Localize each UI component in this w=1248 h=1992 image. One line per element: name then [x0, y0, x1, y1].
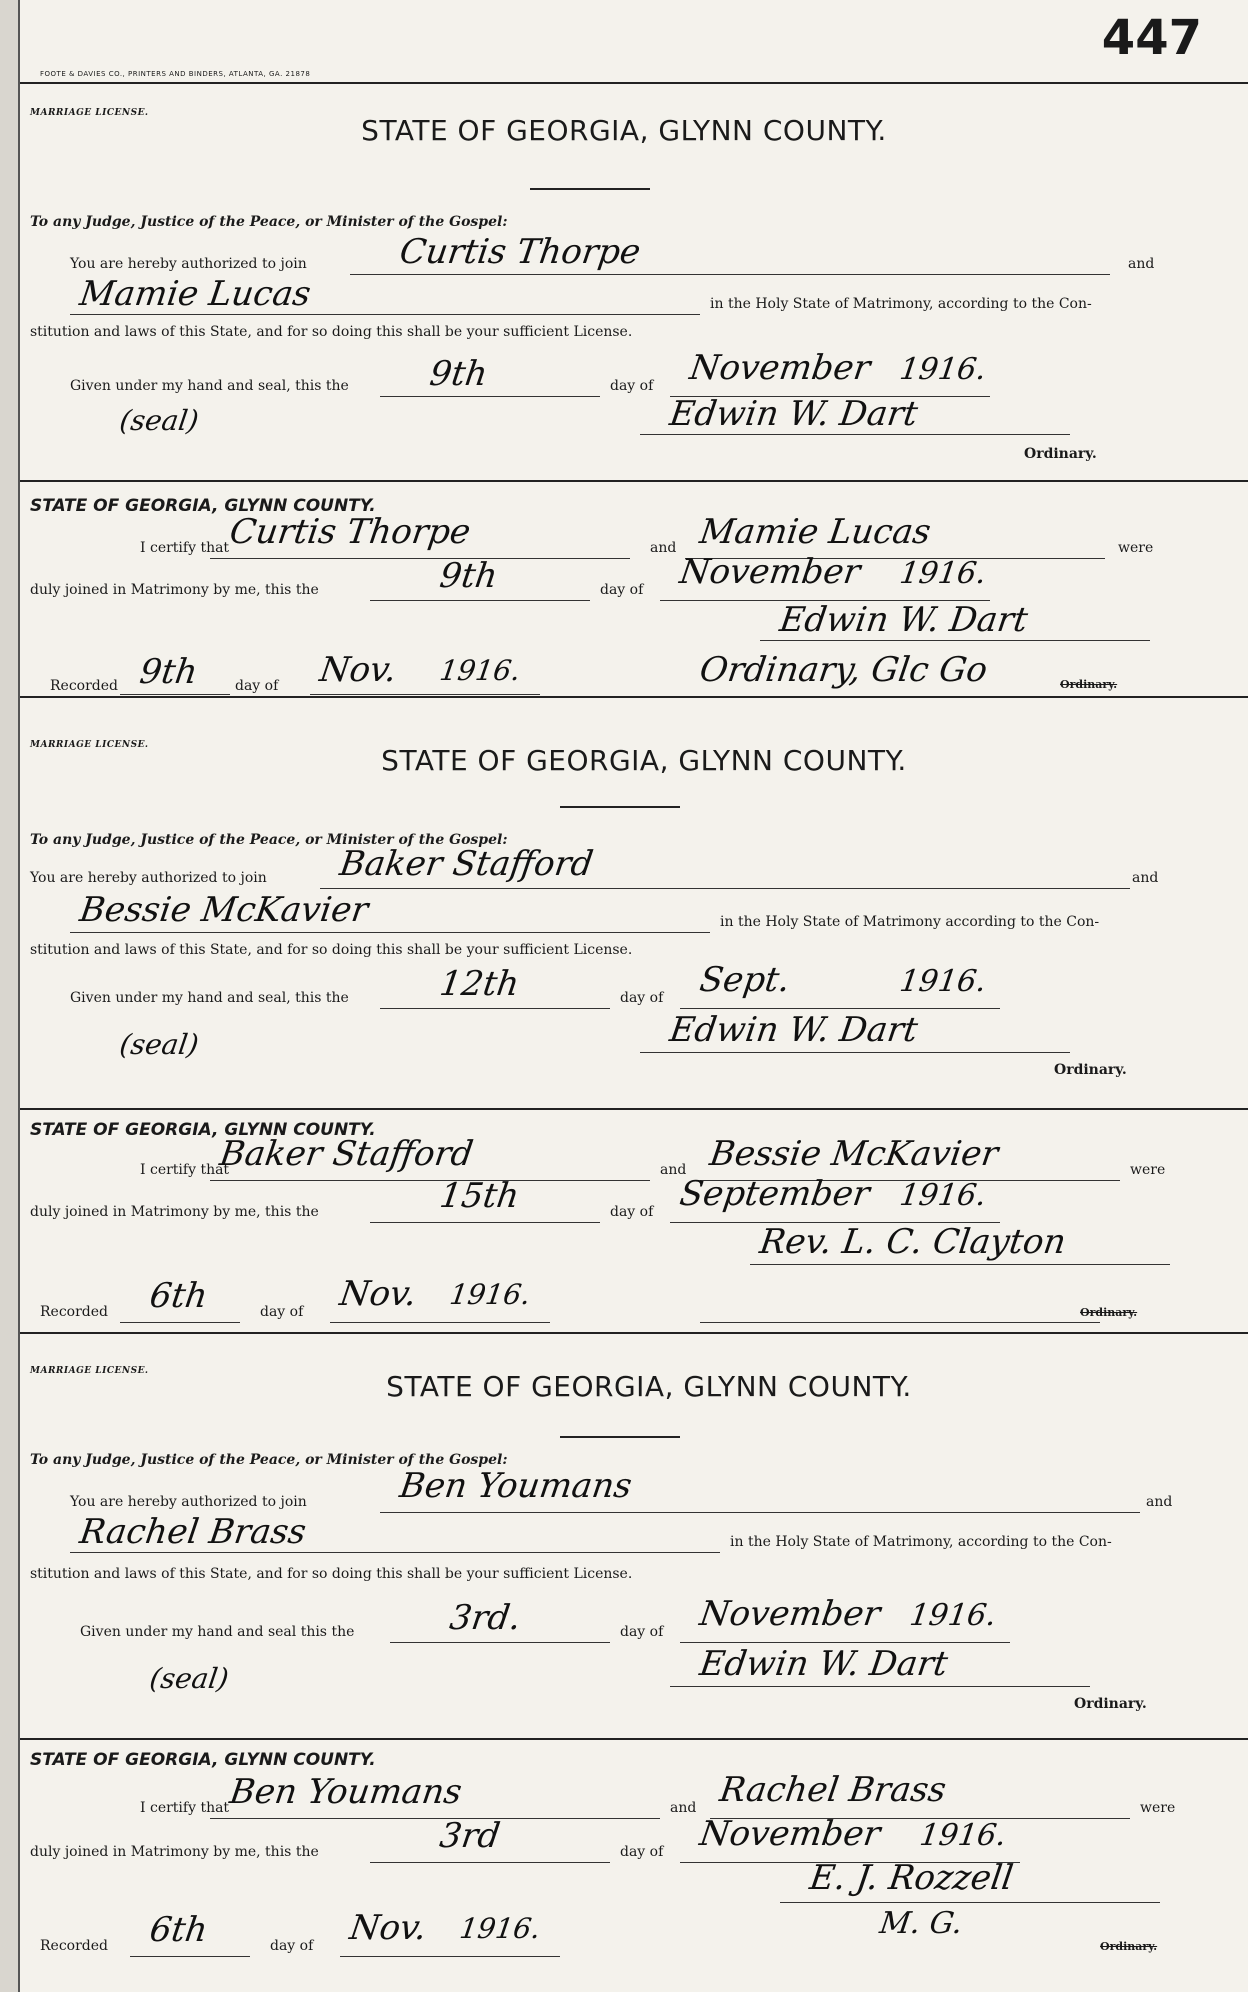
day-of-text: day of	[620, 1624, 664, 1640]
groom-name: Baker Stafford	[337, 844, 596, 884]
binding-margin	[0, 0, 20, 1992]
recorder-line	[700, 1322, 1100, 1323]
bride-line	[70, 1552, 720, 1553]
duly-text: duly joined in Matrimony by me, this the	[30, 582, 319, 598]
certify-text: I certify that	[140, 540, 230, 556]
certificate-section-2	[20, 1110, 1248, 1332]
certify-text: I certify that	[140, 1162, 230, 1178]
to-judge-line: To any Judge, Justice of the Peace, or Minister of the Gospel:	[30, 832, 508, 848]
bride-line	[70, 932, 710, 933]
recorded-day-line	[120, 1322, 240, 1323]
ordinary-struck: Ordinary.	[1080, 1306, 1138, 1319]
joined-month: November	[697, 1814, 883, 1854]
recorder-signature: Ordinary, Glc Go	[697, 650, 990, 690]
cert-and-text: and	[670, 1800, 697, 1816]
recorded-text: Recorded	[40, 1304, 108, 1320]
certify-text: I certify that	[140, 1800, 230, 1816]
and-text: and	[1132, 870, 1159, 886]
given-day-line	[380, 1008, 610, 1009]
signature-line	[640, 1052, 1070, 1053]
recorded-month-line	[310, 694, 540, 695]
cert-groom-line	[210, 1180, 650, 1181]
groom-name: Curtis Thorpe	[397, 232, 643, 272]
cert-groom: Curtis Thorpe	[227, 512, 473, 552]
cert-and-text: and	[660, 1162, 687, 1178]
seal-mark: (seal)	[147, 1662, 231, 1695]
bride-name: Rachel Brass	[77, 1512, 309, 1552]
joined-day-line	[370, 1222, 600, 1223]
rec-day-of: day of	[270, 1938, 314, 1954]
heading-rule	[530, 188, 650, 190]
stitution-text: stitution and laws of this State, and for so doing this shall be your sufficient License.	[30, 942, 633, 958]
recorded-day-line	[130, 1956, 250, 1957]
groom-line	[320, 888, 1130, 889]
given-day-line	[380, 396, 600, 397]
to-judge-line: To any Judge, Justice of the Peace, or Minister of the Gospel:	[30, 1452, 508, 1468]
cert-day-of: day of	[620, 1844, 664, 1860]
authorized-text: You are hereby authorized to join	[70, 1494, 307, 1510]
recorded-text: Recorded	[50, 678, 118, 694]
joined-day-line	[370, 1862, 610, 1863]
to-judge-line: To any Judge, Justice of the Peace, or Minister of the Gospel:	[30, 214, 508, 230]
given-text: Given under my hand and seal, this the	[70, 378, 349, 394]
duly-text: duly joined in Matrimony by me, this the	[30, 1844, 319, 1860]
given-month: November	[697, 1594, 883, 1634]
seal-mark: (seal)	[117, 404, 201, 437]
officiant-title: M. G.	[877, 1906, 965, 1941]
holy-state-text: in the Holy State of Matrimony, according to the Con-	[730, 1534, 1112, 1550]
cert-heading: STATE OF GEORGIA, GLYNN COUNTY.	[30, 1750, 376, 1770]
cert-and-text: and	[650, 540, 677, 556]
groom-line	[380, 1512, 1140, 1513]
ordinary-struck: Ordinary.	[1100, 1940, 1158, 1953]
cert-groom: Baker Stafford	[217, 1134, 476, 1174]
joined-month: September	[677, 1174, 873, 1214]
cert-groom-line	[210, 1818, 660, 1819]
given-day: 9th	[427, 354, 491, 394]
license-tag: MARRIAGE LICENSE.	[30, 740, 149, 750]
joined-year: 1916.	[917, 1818, 1009, 1853]
license-tag: MARRIAGE LICENSE.	[30, 108, 149, 118]
license-signature: Edwin W. Dart	[667, 1010, 921, 1050]
license-signature: Edwin W. Dart	[697, 1644, 951, 1684]
joined-month: November	[677, 552, 863, 592]
officiant: E. J. Rozzell	[807, 1858, 1016, 1898]
cert-bride: Bessie McKavier	[707, 1134, 1001, 1174]
were-text: were	[1140, 1800, 1176, 1816]
given-month-line	[680, 1642, 1010, 1643]
cert-day-of: day of	[610, 1204, 654, 1220]
authorized-text: You are hereby authorized to join	[30, 870, 267, 886]
license-heading: STATE OF GEORGIA, GLYNN COUNTY.	[386, 1370, 912, 1403]
groom-name: Ben Youmans	[397, 1466, 635, 1506]
joined-year: 1916.	[897, 556, 989, 591]
given-day-line	[390, 1642, 610, 1643]
day-of-text: day of	[620, 990, 664, 1006]
recorded-day: 6th	[147, 1910, 211, 1950]
license-heading: STATE OF GEORGIA, GLYNN COUNTY.	[361, 114, 887, 147]
joined-year: 1916.	[897, 1178, 989, 1213]
recorded-month: Nov.	[317, 650, 400, 690]
day-of-text: day of	[610, 378, 654, 394]
given-day: 12th	[437, 964, 522, 1004]
given-month: Sept.	[697, 960, 793, 1000]
officiant-line	[760, 640, 1150, 641]
given-year: 1916.	[897, 964, 989, 999]
officiant: Edwin W. Dart	[777, 600, 1031, 640]
recorded-day: 9th	[137, 652, 201, 692]
ordinary-struck: Ordinary.	[1060, 678, 1118, 691]
given-day: 3rd.	[447, 1598, 524, 1638]
joined-day: 3rd	[437, 1816, 503, 1856]
certificate-section-3	[20, 1740, 1248, 1990]
ordinary-label: Ordinary.	[1074, 1696, 1147, 1712]
and-text: and	[1128, 256, 1155, 272]
heading-rule	[560, 806, 680, 808]
and-text: and	[1146, 1494, 1173, 1510]
stitution-text: stitution and laws of this State, and for so doing this shall be your sufficient License.	[30, 1566, 633, 1582]
recorded-year: 1916.	[457, 1912, 543, 1945]
rec-day-of: day of	[235, 678, 279, 694]
bride-line	[70, 314, 700, 315]
given-month-line	[680, 1008, 1000, 1009]
were-text: were	[1118, 540, 1154, 556]
authorized-text: You are hereby authorized to join	[70, 256, 307, 272]
cert-heading: STATE OF GEORGIA, GLYNN COUNTY.	[30, 1120, 376, 1140]
stitution-text: stitution and laws of this State, and for so doing this shall be your sufficient License.	[30, 324, 633, 340]
cert-bride: Mamie Lucas	[697, 512, 934, 552]
cert-bride: Rachel Brass	[717, 1770, 949, 1810]
given-month: November	[687, 348, 873, 388]
rec-day-of: day of	[260, 1304, 304, 1320]
bride-name: Bessie McKavier	[77, 890, 371, 930]
recorded-year: 1916.	[437, 654, 523, 687]
given-text: Given under my hand and seal this the	[80, 1624, 355, 1640]
officiant-line	[750, 1264, 1170, 1265]
officiant: Rev. L. C. Clayton	[757, 1222, 1069, 1262]
joined-day: 9th	[437, 556, 501, 596]
recorded-month-line	[330, 1322, 550, 1323]
cert-heading: STATE OF GEORGIA, GLYNN COUNTY.	[30, 496, 376, 516]
joined-day-line	[370, 600, 590, 601]
duly-text: duly joined in Matrimony by me, this the	[30, 1204, 319, 1220]
holy-state-text: in the Holy State of Matrimony, according to the Con-	[710, 296, 1092, 312]
ordinary-label: Ordinary.	[1024, 446, 1097, 462]
holy-state-text: in the Holy State of Matrimony according to the Con-	[720, 914, 1100, 930]
officiant-line	[780, 1902, 1160, 1903]
recorded-month: Nov.	[337, 1274, 420, 1314]
given-year: 1916.	[897, 352, 989, 387]
given-text: Given under my hand and seal, this the	[70, 990, 349, 1006]
joined-day: 15th	[437, 1176, 522, 1216]
printer-imprint: FOOTE & DAVIES CO., PRINTERS AND BINDERS, ATLANTA, GA. 21878	[40, 70, 311, 78]
license-section-2	[20, 698, 1248, 1108]
license-section-3	[20, 1334, 1248, 1738]
recorded-month-line	[340, 1956, 560, 1957]
given-year: 1916.	[907, 1598, 999, 1633]
page-number: 447	[1101, 10, 1202, 66]
certificate-section-1	[20, 482, 1248, 696]
were-text: were	[1130, 1162, 1166, 1178]
signature-line	[640, 434, 1070, 435]
recorded-month: Nov.	[347, 1908, 430, 1948]
license-tag: MARRIAGE LICENSE.	[30, 1366, 149, 1376]
seal-mark: (seal)	[117, 1028, 201, 1061]
cert-groom-line	[210, 558, 630, 559]
ordinary-label: Ordinary.	[1054, 1062, 1127, 1078]
license-signature: Edwin W. Dart	[667, 394, 921, 434]
cert-day-of: day of	[600, 582, 644, 598]
recorded-text: Recorded	[40, 1938, 108, 1954]
license-section-1	[20, 84, 1248, 480]
signature-line	[670, 1686, 1090, 1687]
heading-rule	[560, 1436, 680, 1438]
license-heading: STATE OF GEORGIA, GLYNN COUNTY.	[381, 744, 907, 777]
recorded-year: 1916.	[447, 1278, 533, 1311]
recorded-day-line	[120, 694, 230, 695]
recorded-day: 6th	[147, 1276, 211, 1316]
cert-groom: Ben Youmans	[227, 1772, 465, 1812]
groom-line	[350, 274, 1110, 275]
bride-name: Mamie Lucas	[77, 274, 314, 314]
